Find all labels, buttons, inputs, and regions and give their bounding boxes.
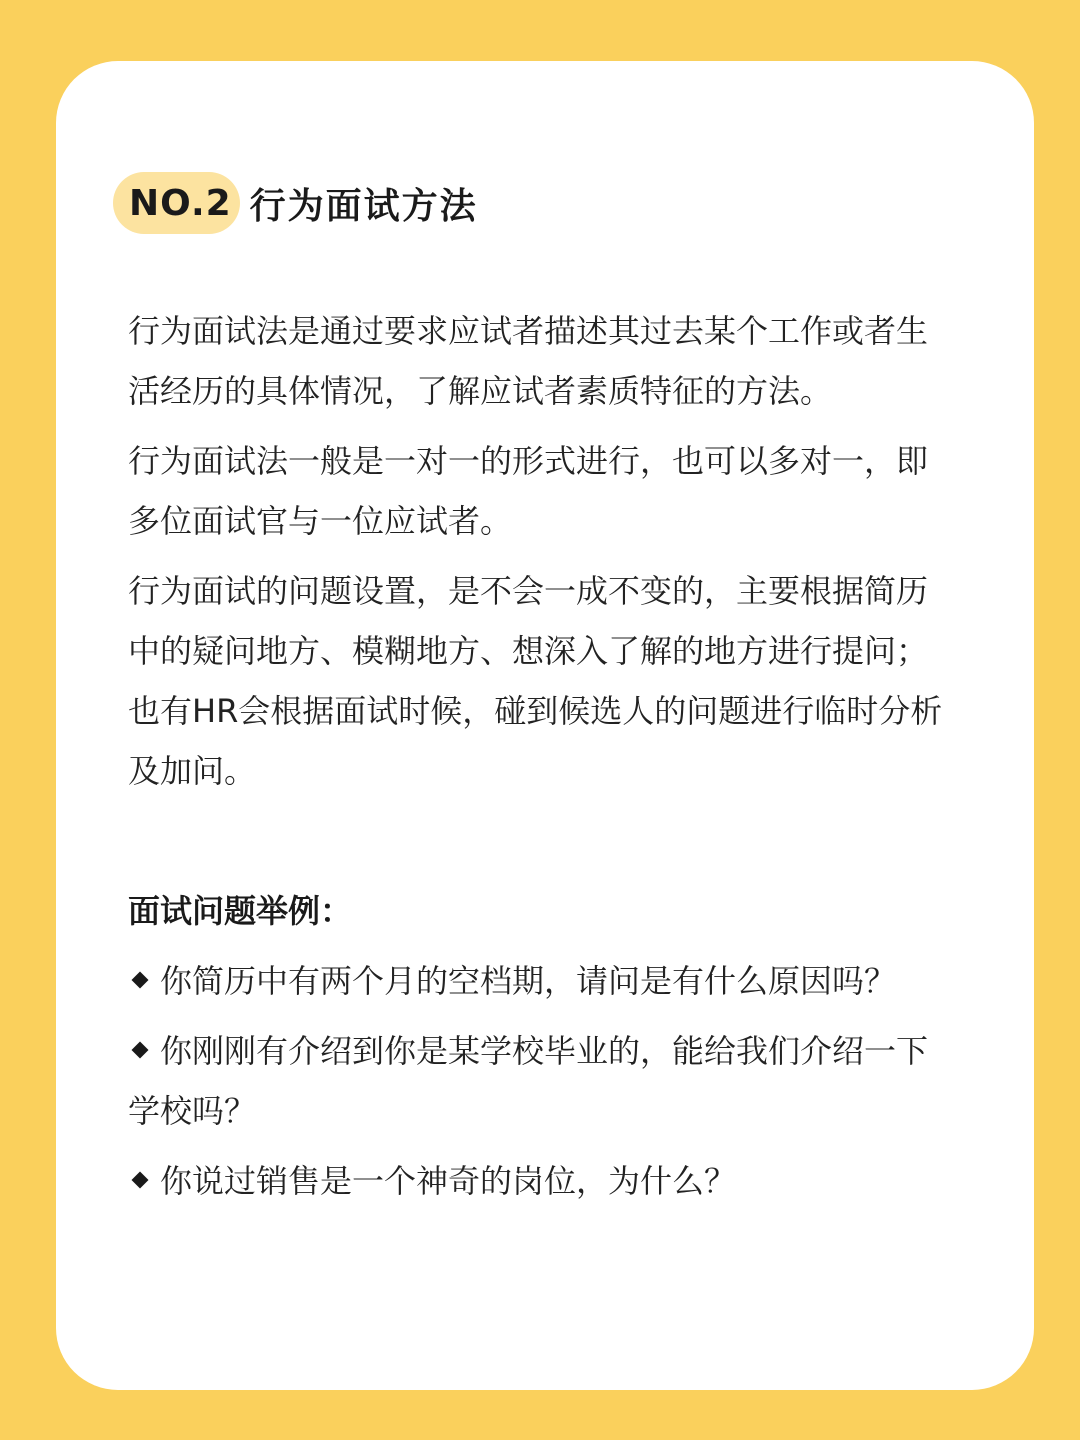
list-item	[128, 1151, 948, 1211]
paragraph-question-setting: 行为面试的问题设置，是不会一成不变的，主要根据简历中的疑问地方、模糊地方、想深入了解的地方进行提问；也有HR会根据面试时候，碰到候选人的问题进行临时分析及加问。	[128, 572, 943, 790]
paragraph-format: 行为面试法一般是一对一的形式进行，也可以多对一，即多位面试官与一位应试者。	[128, 442, 929, 540]
section-number-badge: NO.2	[113, 172, 240, 234]
question-text: 你刚刚有介绍到你是某学校毕业的，能给我们介绍一下学校吗？	[128, 1032, 929, 1130]
diamond-bullet-icon	[132, 1042, 149, 1059]
diamond-bullet-icon	[132, 1172, 149, 1189]
diamond-bullet-icon	[132, 972, 149, 989]
list-item	[128, 1021, 948, 1141]
paragraph-definition: 行为面试法是通过要求应试者描述其过去某个工作或者生活经历的具体情况，了解应试者素质特征的方法。	[128, 312, 929, 410]
article-body	[128, 301, 948, 1221]
question-text: 你说过销售是一个神奇的岗位，为什么？	[160, 1162, 737, 1200]
content-card	[56, 61, 1034, 1390]
question-text: 你简历中有两个月的空档期，请问是有什么原因吗？	[160, 962, 897, 1000]
section-heading	[113, 172, 478, 234]
section-title: 行为面试方法	[249, 185, 478, 227]
list-item	[128, 951, 948, 1011]
questions-heading: 面试问题举例：	[128, 892, 353, 930]
